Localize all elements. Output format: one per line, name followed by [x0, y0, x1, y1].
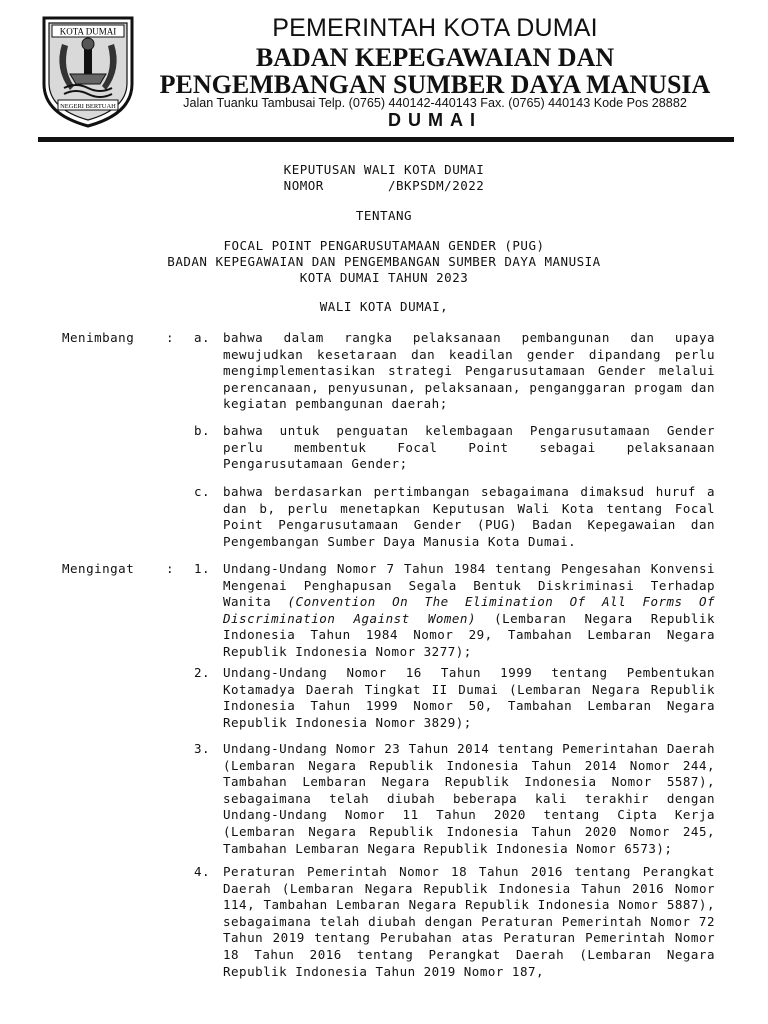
mengingat-3-marker: 3. — [194, 741, 211, 756]
letterhead-government: PEMERINTAH KOTA DUMAI — [272, 14, 598, 42]
decree-about: TENTANG — [355, 208, 413, 223]
letterhead-city: DUMAI — [388, 110, 482, 130]
menimbang-b-marker: b. — [194, 423, 211, 438]
mengingat-label: Mengingat — [62, 561, 135, 576]
logo-label-bottom: NEGERI BERTUAH — [60, 103, 116, 110]
decree-subject-line1: FOCAL POINT PENGARUSUTAMAAN GENDER (PUG) — [223, 238, 545, 253]
decree-subject-line3: KOTA DUMAI TAHUN 2023 — [299, 270, 469, 285]
dumai-coat-of-arms-logo — [40, 14, 136, 130]
letterhead-divider — [38, 137, 734, 142]
mengingat-1-text-b: (Lembaran Negara Republik Indonesia Tahun 1984 Nomor 29, Tambahan Lembaran Negara Republik Indonesia Nomor 3277); — [223, 610, 715, 659]
mengingat-4-marker: 4. — [194, 864, 211, 879]
letterhead-address: Jalan Tuanku Tambusai Telp. (0765) 440142-440143 Fax. (0765) 440143 Kode Pos 28882 — [183, 96, 687, 110]
mengingat-3-text: Undang-Undang Nomor 23 Tahun 2014 tentang Pemerintahan Daerah (Lembaran Negara Republik Indonesia Tahun 2014 Nomor 244, Tambahan Lembaran Negara Republik Indonesia Nomor 5587), sebagaimana telah diubah beberapa kali terakhir dengan Undang-Undang Nomor 11 Tahun 2020 tentang Cipta Kerja (Lembaran Negara Republik Indonesia Tahun 2020 Nomor 245, Tambahan Lembaran Negara Republik Indonesia Nomor 6573); — [223, 741, 715, 856]
menimbang-b-text: bahwa untuk penguatan kelembagaan Pengarusutamaan Gender perlu membentuk Focal Point sebagai pelaksanaan Pengarusutamaan Gender; — [223, 423, 715, 472]
menimbang-c-marker: c. — [194, 484, 211, 499]
mengingat-2-text: Undang-Undang Nomor 16 Tahun 1999 tentang Pembentukan Kotamadya Daerah Tingkat II Dumai (Lembaran Negara Republik Indonesia Tahun 1999 Nomor 50, Tambahan Lembaran Negara Republik Indonesia Nomor 3829); — [223, 665, 715, 730]
mengingat-colon: : — [166, 561, 175, 576]
menimbang-c-text: bahwa berdasarkan pertimbangan sebagaimana dimaksud huruf a dan b, perlu menetapkan Keputusan Wali Kota tentang Focal Point Pengarusutamaan Gender (PUG) Badan Kepegawaian dan Pengembangan Sumber Daya Manusia Kota Dumai. — [223, 484, 715, 549]
letterhead-agency-line2: PENGEMBANGAN SUMBER DAYA MANUSIA — [159, 70, 711, 99]
menimbang-colon: : — [166, 330, 175, 345]
logo-label-top: KOTA DUMAI — [59, 26, 117, 37]
mengingat-1-marker: 1. — [194, 561, 211, 576]
mengingat-1-text — [223, 561, 715, 661]
decree-number: NOMOR /BKPSDM/2022 — [283, 178, 485, 193]
decree-subject-line2: BADAN KEPEGAWAIAN DAN PENGEMBANGAN SUMBER DAYA MANUSIA — [167, 254, 601, 269]
decree-issuer: WALI KOTA DUMAI, — [319, 299, 449, 314]
menimbang-label: Menimbang — [62, 330, 135, 345]
mengingat-1-text-italic: (Convention On The Elimination Of All Forms Of Discrimination Against Women) — [223, 594, 715, 626]
letterhead-agency-line1: BADAN KEPEGAWAIAN DAN — [255, 43, 615, 72]
menimbang-a-marker: a. — [194, 330, 211, 345]
menimbang-a-text: bahwa dalam rangka pelaksanaan pembangunan dan upaya mewujudkan kesetaraan dan keadilan gender dipandang perlu mengimplementasikan strategi Pengarusutamaan Gender melalui perencanaan, penyusunan, pelaksanaan, penganggaran progam dan kegiatan pembangunan daerah; — [223, 330, 715, 412]
decree-title: KEPUTUSAN WALI KOTA DUMAI — [283, 162, 485, 177]
mengingat-2-marker: 2. — [194, 665, 211, 680]
mengingat-4-text: Peraturan Pemerintah Nomor 18 Tahun 2016 tentang Perangkat Daerah (Lembaran Negara Republik Indonesia Tahun 2016 Nomor 114, Tambahan Lembaran Negara Republik Indonesia Nomor 5887), sebagaimana telah diubah dengan Peraturan Pemerintah Nomor 72 Tahun 2019 tentang Perubahan atas Peraturan Pemerintah Nomor 18 Tahun 2016 tentang Perangkat Daerah (Lembaran Negara Republik Indonesia Tahun 2019 Nomor 187, — [223, 864, 715, 979]
mengingat-1-text-a: Undang-Undang Nomor 7 Tahun 1984 tentang Pengesahan Konvensi Mengenai Penghapusan Segala Bentuk Diskriminasi Terhadap Wanita — [223, 561, 715, 610]
